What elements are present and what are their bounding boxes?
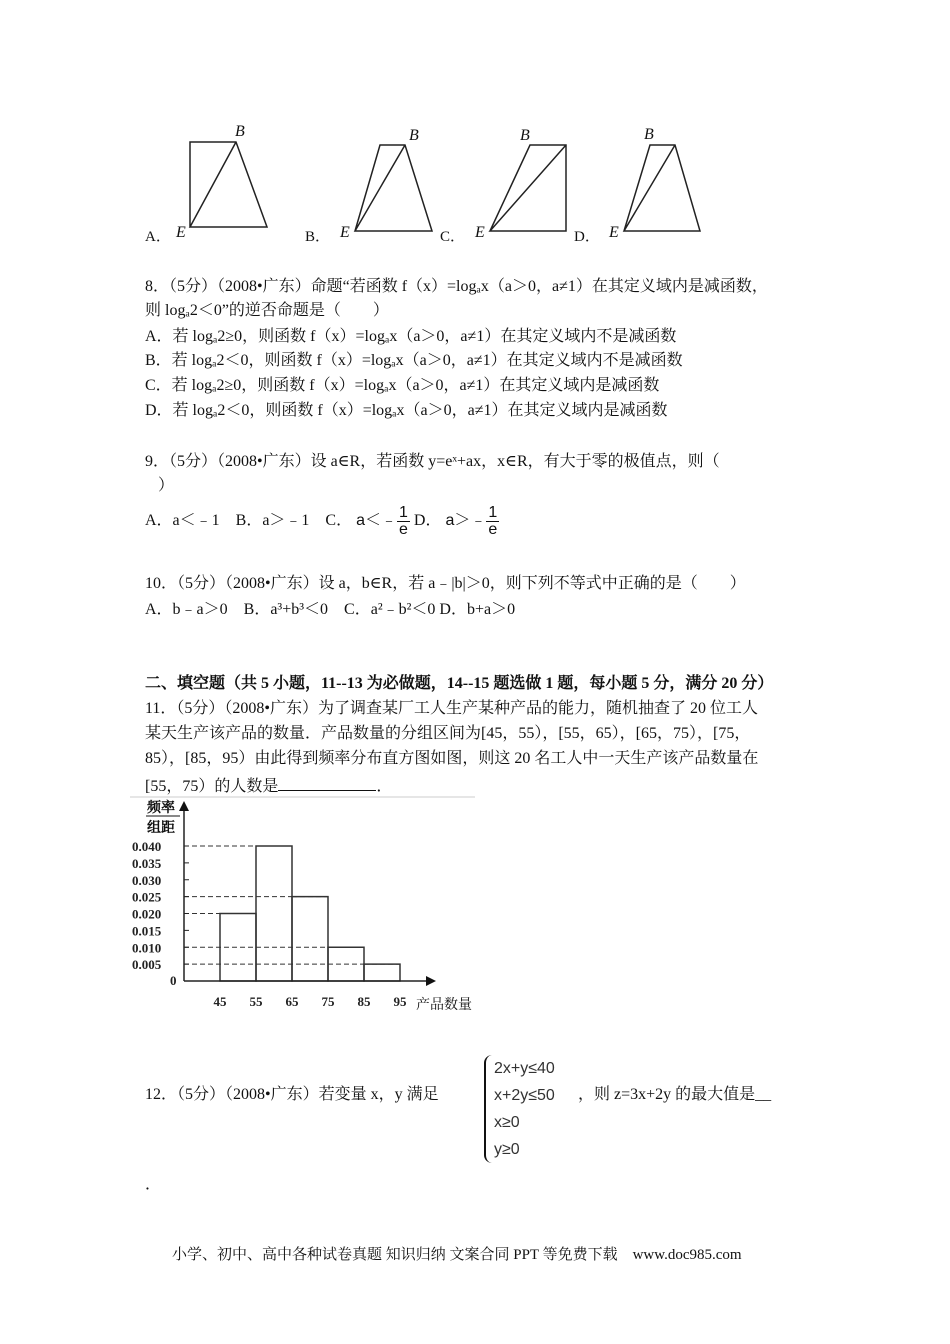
histogram-bar bbox=[364, 964, 400, 981]
q7-option-d: D． bbox=[574, 229, 600, 245]
histogram bbox=[130, 795, 490, 1010]
q9-options-ab: A．a＜﹣1 B．a＞﹣1 C． bbox=[145, 512, 353, 529]
q12-suffix: ，则 z=3x+2y 的最大值是__ bbox=[578, 1086, 772, 1103]
x-tick-label: 95 bbox=[393, 994, 407, 1009]
q8-stem: 则 logₐ2＜0”的逆否命题是（ ） bbox=[145, 302, 389, 319]
q12-end: ． bbox=[145, 1176, 162, 1193]
answer-blank bbox=[278, 774, 376, 791]
y-tick-label: 0.025 bbox=[132, 889, 162, 905]
point-e-label: E bbox=[176, 224, 186, 241]
q8-option-c: C．若 logₐ2≥0，则函数 f（x）=logₐx（a＞0，a≠1）在其定义域内是减函数 bbox=[145, 377, 660, 394]
q11-text: [55，75）的人数是 bbox=[145, 778, 279, 795]
q12-prefix: 12．（5分）（2008•广东）若变量 x，y 满足 bbox=[145, 1086, 439, 1103]
y-tick-label: 0.035 bbox=[132, 855, 162, 871]
q8-option-b: B．若 logₐ2＜0，则函数 f（x）=logₐx（a＞0，a≠1）在其定义域内不是减函数 bbox=[145, 352, 683, 369]
denominator: e bbox=[399, 520, 408, 538]
point-e-label: E bbox=[475, 224, 485, 241]
q7-option-c: C． bbox=[440, 229, 466, 245]
q10-stem: 10．（5分）（2008•广东）设 a，b∈R，若 a﹣|b|＞0，则下列不等式中正确的是（ ） bbox=[145, 575, 746, 592]
constraint: y≥0 bbox=[494, 1141, 520, 1158]
q11-stem: 85），[85，95）由此得到频率分布直方图如图，则这 20 名工人中一天生产该产品数量在 bbox=[145, 750, 759, 767]
q7-option-b: B． bbox=[305, 229, 331, 245]
q9-option-c: a＜﹣ bbox=[356, 512, 398, 529]
q9-option-d-label: D． bbox=[413, 512, 442, 529]
point-b-label: B bbox=[520, 127, 530, 144]
point-b-label: B bbox=[409, 127, 419, 144]
x-tick-label: 85 bbox=[357, 994, 371, 1009]
figure-c bbox=[490, 145, 566, 231]
q7-figures bbox=[0, 0, 950, 250]
x-axis-label: 产品数量 bbox=[416, 998, 472, 1010]
numerator: 1 bbox=[399, 503, 408, 521]
y-tick-label: 0.040 bbox=[132, 839, 162, 854]
y-tick-label: 0 bbox=[170, 973, 177, 988]
q8-option-d: D．若 logₐ2＜0，则函数 f（x）=logₐx（a＞0，a≠1）在其定义域内是减函数 bbox=[145, 402, 668, 419]
q8-option-a: A．若 logₐ2≥0，则函数 f（x）=logₐx（a＞0，a≠1）在其定义域内不是减函数 bbox=[145, 328, 677, 345]
point-e-label: E bbox=[340, 224, 350, 241]
figure-d bbox=[624, 145, 700, 231]
fraction bbox=[397, 505, 410, 538]
y-tick-label: 0.020 bbox=[132, 906, 162, 922]
y-axis-arrow bbox=[179, 801, 189, 811]
y-axis-label-denominator: 组距 bbox=[147, 821, 175, 836]
y-tick-label: 0.030 bbox=[132, 872, 162, 888]
y-tick-label: 0.015 bbox=[132, 923, 162, 939]
x-tick-label: 75 bbox=[321, 994, 335, 1009]
y-tick-label: 0.010 bbox=[132, 940, 162, 956]
footer: 小学、初中、高中各种试卷真题 知识归纳 文案合同 PPT 等免费下载 www.doc985.com bbox=[172, 1247, 742, 1263]
point-e-label: E bbox=[609, 224, 619, 241]
point-b-label: B bbox=[235, 123, 245, 140]
q9-stem: ） bbox=[158, 477, 175, 494]
x-axis-arrow bbox=[426, 976, 436, 986]
period: ． bbox=[376, 778, 393, 795]
q11-stem: 某天生产该产品的数量．产品数量的分组区间为[45，55），[55，65），[65，75），[75， bbox=[145, 725, 751, 742]
constraint: x+2y≤50 bbox=[494, 1087, 555, 1104]
denominator: e bbox=[488, 520, 498, 538]
q10-options: A．b﹣a＞0 B．a³+b³＜0 C．a²﹣b²＜0 D．b+a＞0 bbox=[145, 601, 516, 618]
point-b-label: B bbox=[644, 126, 654, 143]
numerator: 1 bbox=[488, 503, 498, 521]
q7-option-a: A． bbox=[145, 229, 171, 245]
figure-a bbox=[190, 142, 267, 227]
constraint: x≥0 bbox=[494, 1114, 520, 1131]
fraction bbox=[486, 505, 499, 538]
q8-stem: 8．（5分）（2008•广东）命题“若函数 f（x）=logₐx（a＞0，a≠1）在其定义域内是减函数， bbox=[145, 278, 768, 295]
section-heading: 二、填空题（共 5 小题，11--13 为必做题，14--15 题选做 1 题，每小题 5 分，满分 20 分） bbox=[145, 675, 774, 692]
q9-option-d: a＞﹣ bbox=[445, 512, 487, 529]
y-axis-label-numerator: 频率 bbox=[147, 801, 175, 816]
q9-stem: 9．（5分）（2008•广东）设 a∈R，若函数 y=eˣ+ax，x∈R，有大于零的极值点，则（ bbox=[145, 453, 720, 470]
x-tick-label: 55 bbox=[249, 994, 263, 1009]
histogram-bar bbox=[256, 846, 292, 981]
figure-b bbox=[355, 145, 432, 231]
x-tick-label: 45 bbox=[213, 994, 227, 1009]
constraint: 2x+y≤40 bbox=[494, 1060, 555, 1077]
q11-stem bbox=[145, 774, 392, 797]
y-tick-label: 0.005 bbox=[132, 957, 162, 973]
q9-options bbox=[145, 503, 499, 539]
q11-stem: 11．（5分）（2008•广东）为了调查某厂工人生产某种产品的能力，随机抽查了 20 位工人 bbox=[145, 700, 759, 717]
q12-stem bbox=[145, 1085, 439, 1105]
x-tick-label: 65 bbox=[285, 994, 299, 1009]
constraint-system bbox=[484, 1055, 555, 1163]
histogram-bar bbox=[292, 897, 328, 981]
